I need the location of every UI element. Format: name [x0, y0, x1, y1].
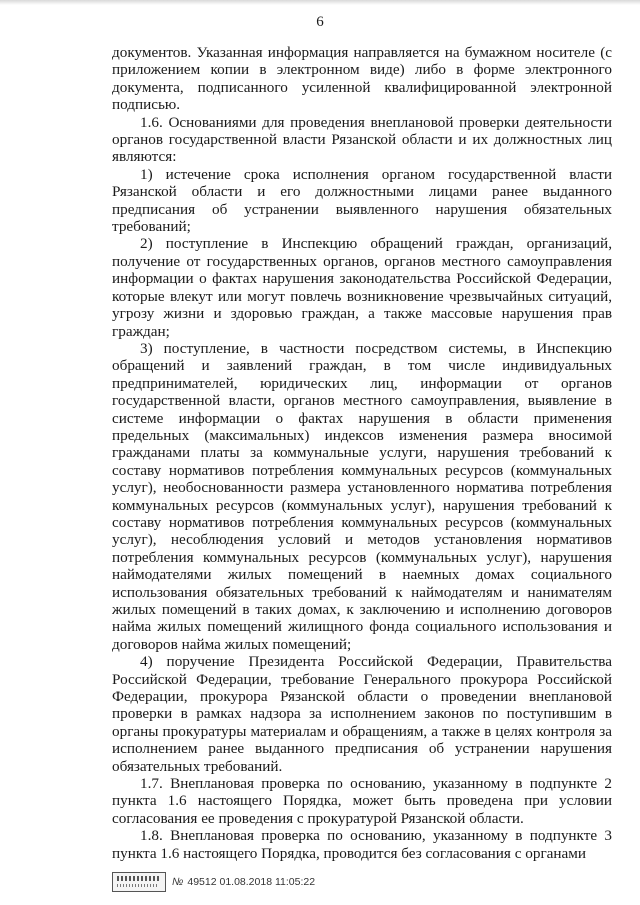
document-body [112, 44, 612, 862]
paragraph-1: 1.6. Основаниями для проведения внеплановой проверки деятельности органов государственной власти Рязанской области и их должностных лиц являются: [112, 113, 612, 166]
page-number: 6 [316, 14, 324, 30]
scan-edge [0, 0, 640, 5]
registration-number: 49512 01.08.2018 11:05:22 [187, 876, 316, 888]
registration-mark: № [172, 876, 184, 888]
paragraph-2: 1) истечение срока исполнения органом государственной власти Рязанской области и его должностными лицами ранее выданного предписания об устранении выявленного нарушения обязательных требований; [112, 165, 612, 236]
paragraph-4: 3) поступление, в частности посредством системы, в Инспекцию обращений и заявлений граждан, в том числе индивидуальных предпринимателей, юридических лиц, информации от органов государственной власти, органов местного самоуправления, выявление в системе информации о фактах нарушения в области применения предельных (максимальных) индексов изменения размера вносимой гражданами платы за коммунальные услуги, нарушения требований к составу нормативов потребления коммунальных ресурсов (коммунальных услуг), необоснованности размера установленного норматива потребления коммунальных ресурсов (коммунальных услуг), нарушения требований к составу нормативов потребления коммунальных ресурсов (коммунальных услуг), несоблюдения условий и методов установления нормативов потребления коммунальных ресурсов (коммунальных услуг), нарушения наймодателями жилых помещений в наемных домах социального использования обязательных требований к наймодателям и нанимателям жилых помещений в таких домах, к заключению и исполнению договоров найма жилых помещений жилищного фонда социального использования и договоров найма жилых помещений; [112, 339, 612, 653]
footer-registration [112, 870, 315, 894]
paragraph-5: 4) поручение Президента Российской Федерации, Правительства Российской Федерации, требование Генерального прокурора Российской Федерации, прокурора Рязанской области о проведении внеплановой проверки в рамках надзора за исполнением законов по поступившим в органы прокуратуры материалам и обращениям, а также в целях контроля за исполнением ранее выданного предписания об устранении нарушения обязательных требований. [112, 653, 612, 775]
paragraph-7: 1.8. Внеплановая проверка по основанию, указанному в подпункте 3 пункта 1.6 настоящего Порядка, проводится без согласования с органами [112, 827, 612, 862]
paragraph-3: 2) поступление в Инспекцию обращений граждан, организаций, получение от государственных органов, органов местного самоуправления информации о фактах нарушения законодательства Российской Федерации, которые влекут или могут повлечь возникновение чрезвычайных ситуаций, угрозу жизни и здоровью граждан, а также массовые нарушения прав граждан; [112, 235, 612, 340]
paragraph-0: документов. Указанная информация направляется на бумажном носителе (с приложением копии в электронном виде) либо в форме электронного документа, подписанного усиленной квалифицированной электронной подписью. [112, 44, 612, 114]
registry-stamp-icon [112, 872, 166, 892]
paragraph-6: 1.7. Внеплановая проверка по основанию, указанному в подпункте 2 пункта 1.6 настоящего Порядка, может быть проведена при условии согласования ее проведения с прокуратурой Рязанской области. [112, 775, 612, 827]
